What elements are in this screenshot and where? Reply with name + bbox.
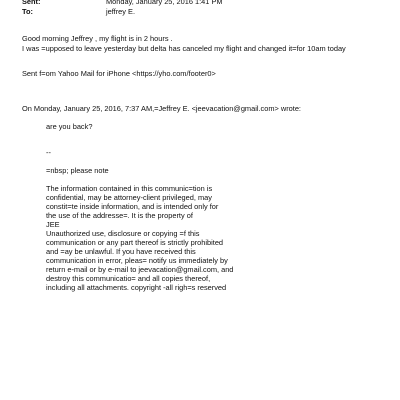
disclaimer-line: confidential, may be attorney-client privileged, may xyxy=(46,193,212,202)
disclaimer-line: return e-mail or by e-mail to jeevacation@gmail.com, and xyxy=(46,265,234,274)
disclaimer-line: communication in error, pleas= notify us immediately by xyxy=(46,256,228,265)
disclaimer-line: JEE xyxy=(46,220,60,229)
quote-attribution: On Monday, January 25, 2016, 7:37 AM,=Jeffrey E. <jeevacation@gmail.com> wrote: xyxy=(22,104,301,113)
message-line: I was =upposed to leave yesterday but delta has canceled my flight and changed it=for 10am today xyxy=(22,44,346,53)
disclaimer-line: including all attachments. copyright -all righ=s reserved xyxy=(46,283,227,292)
to-label: To: xyxy=(22,7,33,16)
disclaimer-line: the use of the addresse=. It is the property of xyxy=(46,211,193,220)
disclaimer-line: destroy this communicatio= and all copies thereof, xyxy=(46,274,211,283)
sent-label: Sent: xyxy=(22,0,41,6)
to-value: jeffrey E. xyxy=(106,7,136,16)
greeting-line: Good morning Jeffrey , my flight is in 2 hours . xyxy=(22,34,173,43)
disclaimer-line: and =ay be unlawful. If you have received this xyxy=(46,247,196,256)
sent-value: Monday, January 25, 2016 1:41 PM xyxy=(106,0,223,6)
quoted-question: are you back? xyxy=(46,122,93,131)
quoted-please-note: =nbsp; please note xyxy=(46,166,109,175)
disclaimer-line: constit=te inside information, and is intended only for xyxy=(46,202,219,211)
disclaimer-line: The information contained in this communic=tion is xyxy=(46,184,213,193)
quoted-dashes: -- xyxy=(46,148,51,157)
mail-signature: Sent f=om Yahoo Mail for iPhone <https://yho.com/footer0> xyxy=(22,69,216,78)
disclaimer-line: communication or any part thereof is strictly prohibited xyxy=(46,238,224,247)
disclaimer-line: Unauthorized use, disclosure or copying =f this xyxy=(46,229,200,238)
